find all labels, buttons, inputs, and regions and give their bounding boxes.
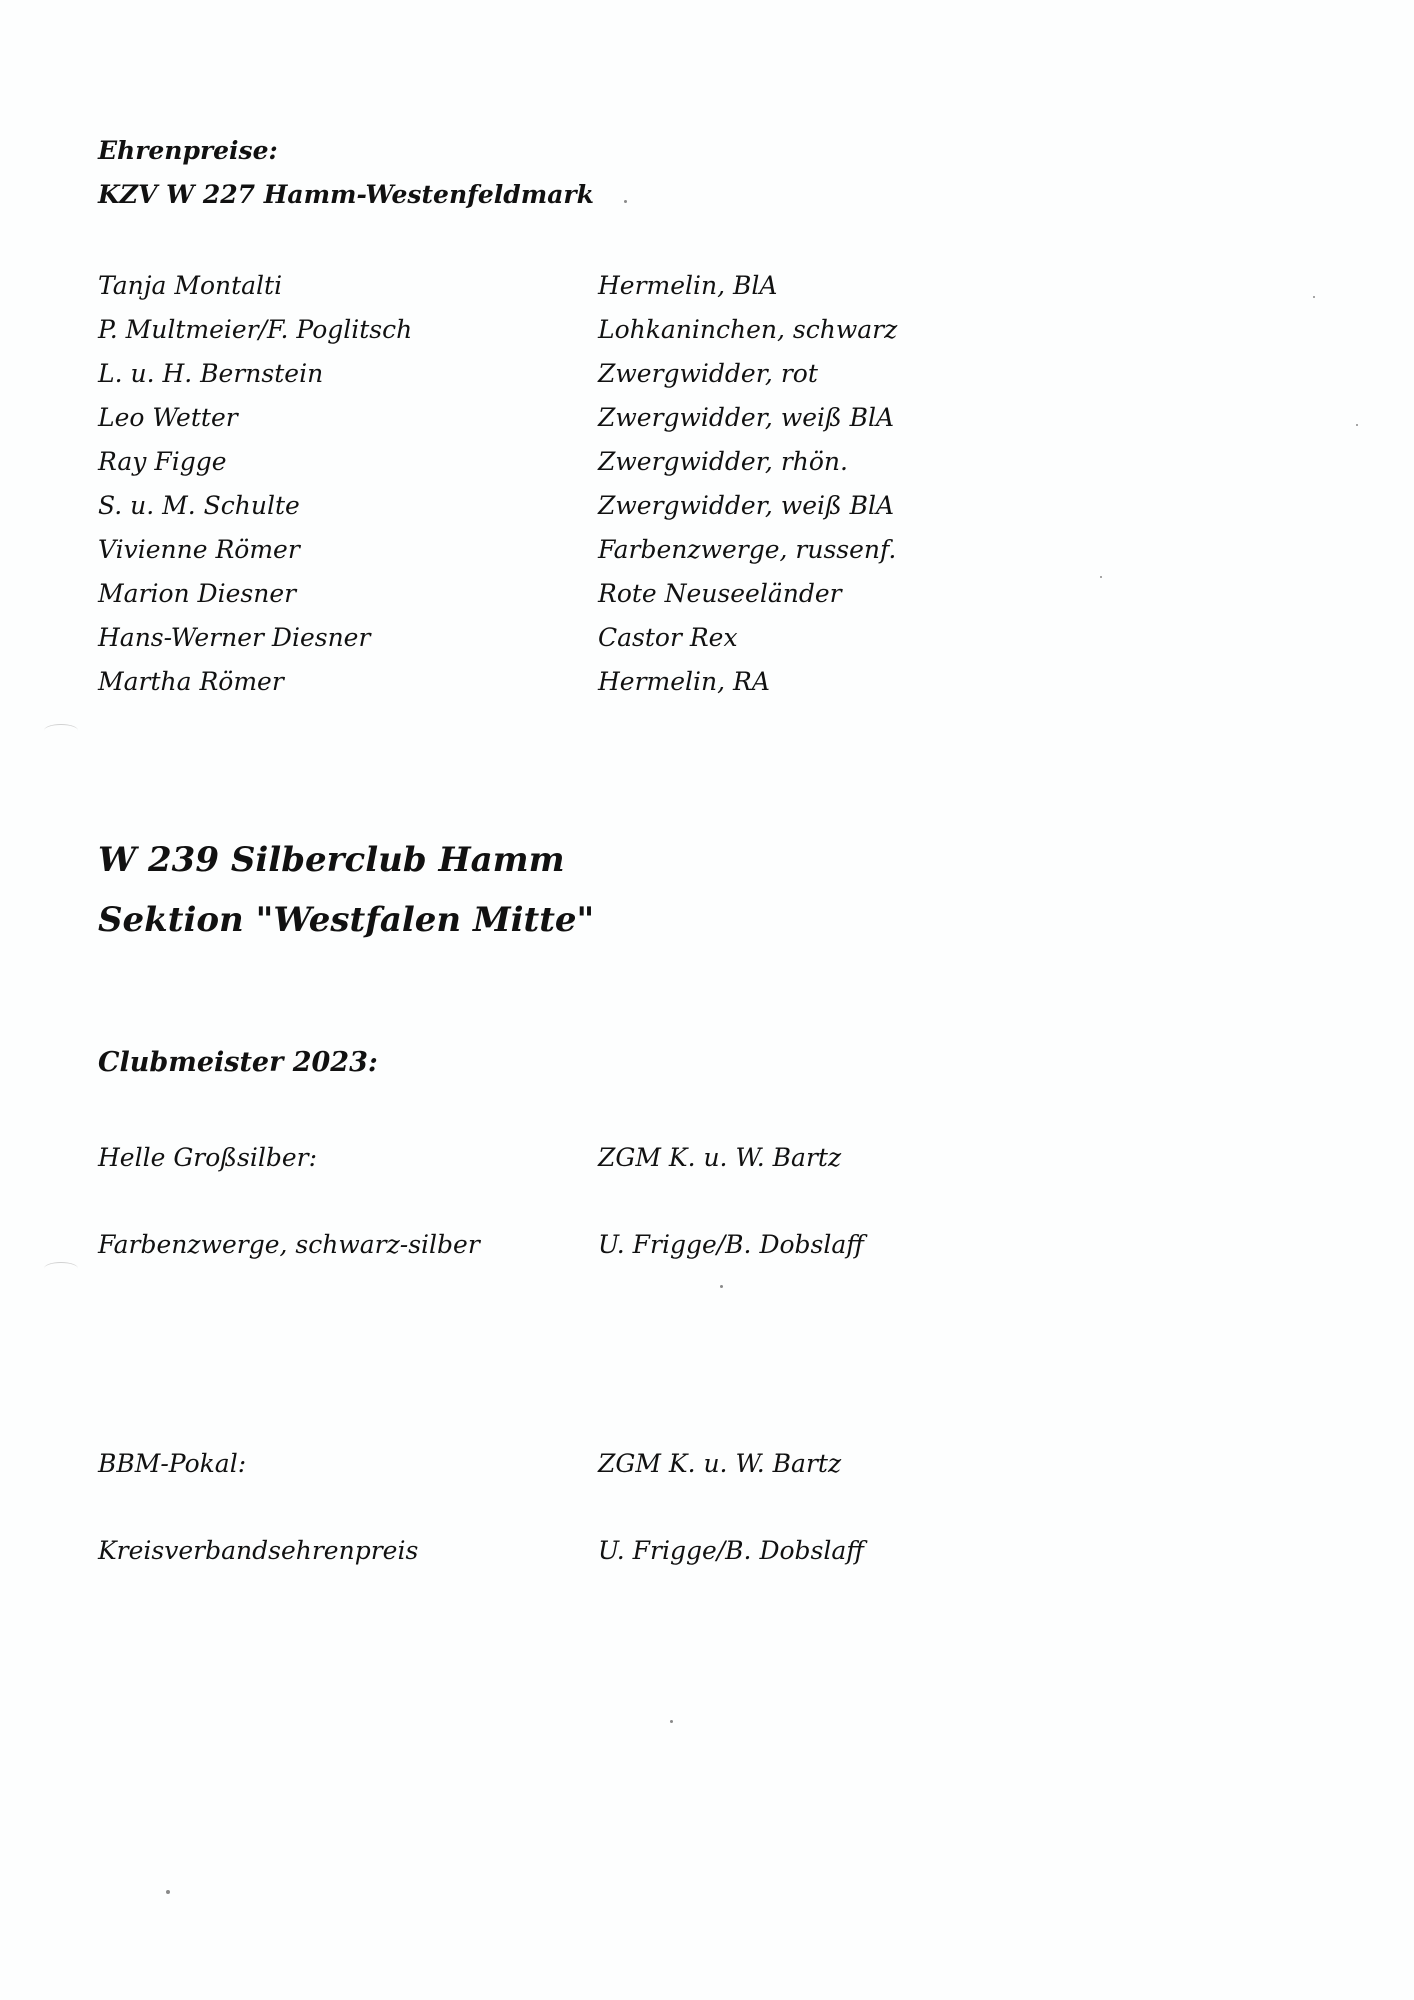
- prize-category: Kreisverbandsehrenpreis: [98, 1536, 419, 1565]
- award-name: S. u. M. Schulte: [98, 491, 300, 520]
- award-breed: Lohkaninchen, schwarz: [598, 315, 898, 344]
- award-breed: Rote Neuseeländer: [598, 579, 842, 608]
- clubmeister-winner: U. Frigge/B. Dobslaff: [598, 1230, 864, 1259]
- award-name: Vivienne Römer: [98, 535, 300, 564]
- award-name: L. u. H. Bernstein: [98, 359, 324, 388]
- award-name: Hans-Werner Diesner: [98, 623, 371, 652]
- scan-speck: [720, 1285, 723, 1288]
- prize-category: BBM-Pokal:: [98, 1449, 247, 1478]
- clubmeister-winner: ZGM K. u. W. Bartz: [598, 1143, 842, 1172]
- award-name: Leo Wetter: [98, 403, 238, 432]
- section-title-line1: W 239 Silberclub Hamm: [98, 840, 565, 880]
- award-breed: Zwergwidder, rot: [598, 359, 818, 388]
- clubmeister-heading: Clubmeister 2023:: [98, 1047, 378, 1078]
- club-name-heading: KZV W 227 Hamm-Westenfeldmark: [98, 180, 594, 209]
- award-breeds-list: [598, 264, 897, 704]
- award-breed: Hermelin, RA: [598, 667, 770, 696]
- scan-speck: [166, 1890, 170, 1894]
- scan-mark: [44, 724, 78, 737]
- scan-mark: [44, 1262, 78, 1275]
- clubmeister-category: Helle Großsilber:: [98, 1143, 317, 1172]
- section-title-line2: Sektion "Westfalen Mitte": [98, 900, 595, 940]
- prize-winner: ZGM K. u. W. Bartz: [598, 1449, 842, 1478]
- scan-speck: [1313, 296, 1315, 298]
- award-name: Marion Diesner: [98, 579, 297, 608]
- award-breed: Zwergwidder, rhön.: [598, 447, 848, 476]
- prize-winner: U. Frigge/B. Dobslaff: [598, 1536, 864, 1565]
- award-breed: Zwergwidder, weiß BlA: [598, 403, 895, 432]
- award-names-list: [98, 264, 412, 704]
- scan-speck: [670, 1720, 673, 1723]
- award-breed: Castor Rex: [598, 623, 738, 652]
- award-breed: Zwergwidder, weiß BlA: [598, 491, 895, 520]
- clubmeister-category: Farbenzwerge, schwarz-silber: [98, 1230, 480, 1259]
- award-name: Tanja Montalti: [98, 271, 283, 300]
- award-breed: Farbenzwerge, russenf.: [598, 535, 897, 564]
- award-breed: Hermelin, BlA: [598, 271, 778, 300]
- award-name: Ray Figge: [98, 447, 227, 476]
- honor-prizes-label: Ehrenpreise:: [98, 136, 278, 165]
- scan-speck: [624, 200, 627, 203]
- award-name: P. Multmeier/F. Poglitsch: [98, 315, 413, 344]
- award-name: Martha Römer: [98, 667, 284, 696]
- scan-speck: [1356, 424, 1358, 426]
- scan-speck: [1100, 576, 1102, 578]
